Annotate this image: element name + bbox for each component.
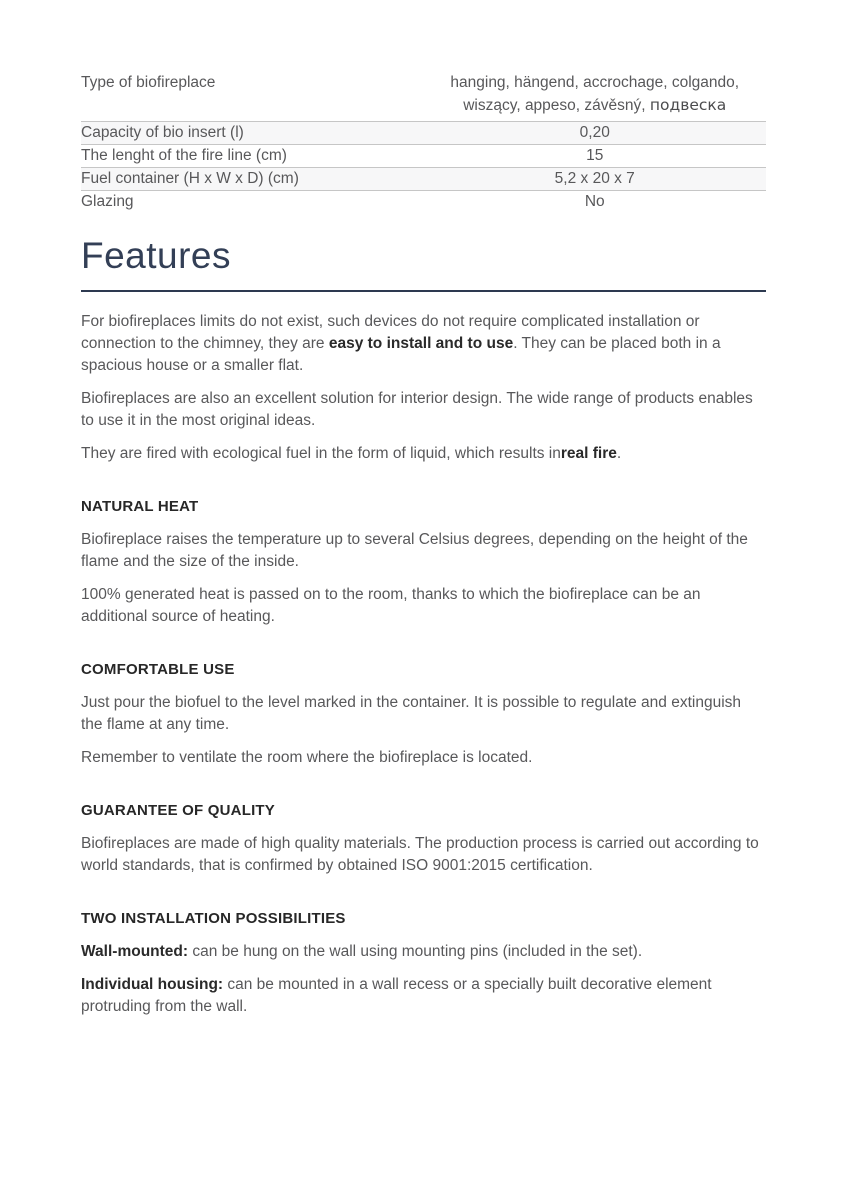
section-heading: NATURAL HEAT <box>81 497 199 515</box>
paragraph-bold-text: Wall-mounted: <box>81 942 189 960</box>
spec-label: Type of biofireplace <box>81 74 216 91</box>
spec-table <box>81 70 766 214</box>
features-heading: Features <box>81 234 232 276</box>
paragraph-text: Biofireplaces are made of high quality materials. The production process is carried out according to world standards, that is confirmed by obtained ISO 9001:2015 certification. <box>81 834 759 874</box>
paragraph-text: Biofireplaces are also an excellent solution for interior design. The wide range of products enables to use it in the most original ideas. <box>81 389 753 429</box>
section-paragraph <box>81 529 766 573</box>
paragraph-text: Just pour the biofuel to the level marked in the container. It is possible to regulate and extinguish the flame at any time. <box>81 693 742 733</box>
paragraph-text: For biofireplaces limits do not exist, such devices do not require complicated installation or connection to the chimney, they are <box>81 312 700 352</box>
section-paragraph <box>81 833 766 877</box>
intro-paragraph <box>81 443 766 465</box>
spec-value: 0,20 <box>424 122 767 145</box>
spec-row-fuel-container <box>81 168 766 191</box>
section-heading: GUARANTEE OF QUALITY <box>81 801 275 819</box>
paragraph-text: 100% generated heat is passed on to the room, thanks to which the biofireplace can be an additional source of heating. <box>81 585 701 625</box>
paragraph-text: Biofireplace raises the temperature up to several Celsius degrees, depending on the height of the flame and the size of the inside. <box>81 530 748 570</box>
section-two-installation-possibilities <box>81 909 766 1018</box>
spec-value-text: hanging, hängend, accrochage, colgando, wiszący, appeso, závěsný, <box>450 74 740 114</box>
spec-value: 15 <box>424 145 767 168</box>
paragraph-text: can be mounted in a wall recess or a specially built decorative element protruding from the wall. <box>81 975 712 1015</box>
intro-paragraph <box>81 311 766 377</box>
spec-label: Fuel container (H x W x D) (cm) <box>81 168 424 191</box>
spec-value <box>424 70 767 122</box>
paragraph-text: Remember to ventilate the room where the biofireplace is located. <box>81 748 533 766</box>
paragraph-text: . <box>616 444 622 462</box>
spec-row-type <box>81 70 766 122</box>
section-paragraph <box>81 974 766 1018</box>
paragraph-bold-text: easy to install and to use <box>328 334 514 352</box>
spec-label: Glazing <box>81 191 424 214</box>
section-natural-heat <box>81 497 766 628</box>
spec-row-fire-line <box>81 145 766 168</box>
section-paragraph <box>81 941 766 963</box>
section-paragraph <box>81 584 766 628</box>
paragraph-text: . They can be placed both in a spacious house or a smaller flat. <box>81 334 721 374</box>
paragraph-bold-text: Individual housing: <box>81 975 224 993</box>
intro-paragraph <box>81 388 766 432</box>
paragraph-bold-text: real fire <box>560 444 617 462</box>
paragraph-text: can be hung on the wall using mounting pins (included in the set). <box>188 942 643 960</box>
section-paragraph <box>81 747 766 769</box>
spec-value-cyrillic: подвеска <box>649 96 727 114</box>
section-heading: COMFORTABLE USE <box>81 660 235 678</box>
heading-divider <box>81 290 766 292</box>
spec-value: No <box>424 191 767 214</box>
spec-row-glazing <box>81 191 766 214</box>
section-comfortable-use <box>81 660 766 769</box>
section-guarantee-of-quality <box>81 801 766 877</box>
paragraph-text: They are fired with ecological fuel in the form of liquid, which results in <box>81 444 561 462</box>
section-heading: TWO INSTALLATION POSSIBILITIES <box>81 909 346 927</box>
spec-value: 5,2 x 20 x 7 <box>424 168 767 191</box>
section-paragraph <box>81 692 766 736</box>
spec-row-capacity <box>81 122 766 145</box>
spec-label: The lenght of the fire line (cm) <box>81 145 424 168</box>
spec-label: Capacity of bio insert (l) <box>81 122 424 145</box>
